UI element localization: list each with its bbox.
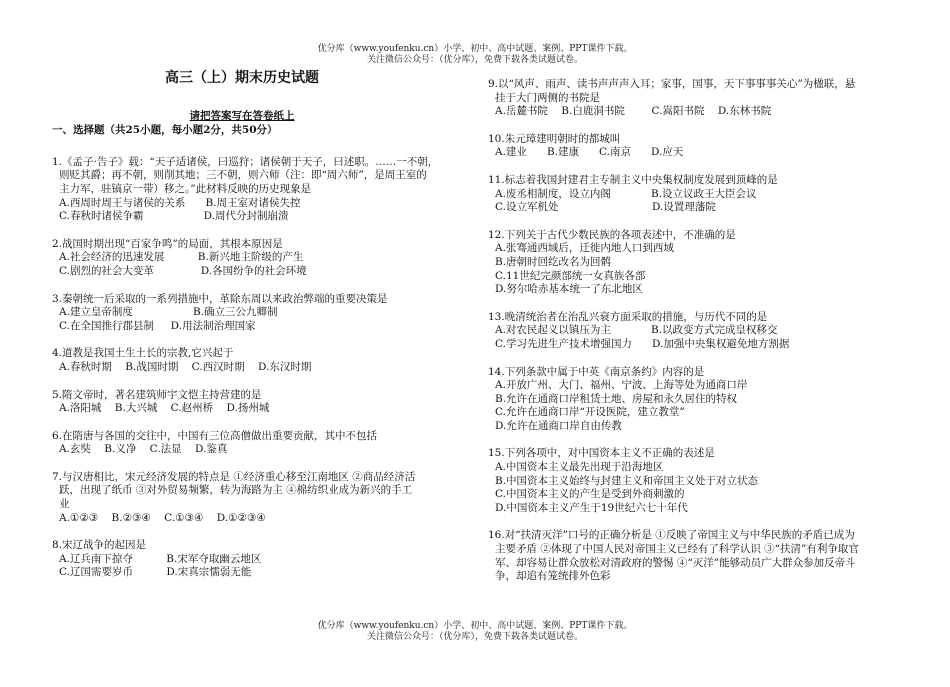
question-options-line: B.唐朝时回纥改名为回鹘 xyxy=(495,255,612,268)
question-stem-line: 挂于大门两侧的书院是 xyxy=(495,91,600,104)
header-line-2: 关注微信公众号：（优分库），免费下载各类试题试卷。 xyxy=(366,55,583,65)
question-stem-line: 5.隋文帝时，著名建筑师宇文恺主持营建的是 xyxy=(52,388,262,401)
question-stem-line: 2.战国时期出现“百家争鸣”的局面，其根本原因是 xyxy=(52,237,283,250)
question-options-line: A.岳麓书院 B.白鹿洞书院 C.嵩阳书院 D.东林书院 xyxy=(495,105,772,118)
question-item xyxy=(488,229,908,297)
question-options-line: C.11世纪完颜部统一女真族各部 xyxy=(495,269,646,282)
question-item xyxy=(488,133,908,160)
right-column xyxy=(488,78,908,598)
question-item xyxy=(52,347,472,374)
question-options-line: A.建业 B.建康 C.南京 D.应天 xyxy=(495,146,684,159)
question-options-line: C.剧烈的社会大变革 D.各国纷争的社会环境 xyxy=(59,264,307,277)
question-options-line: A.玄奘 B.义净 C.法显 D.鉴真 xyxy=(59,443,228,456)
question-item xyxy=(488,447,908,515)
question-options-line: B.允许在通商口岸租赁土地、房屋和永久居住的特权 xyxy=(495,392,738,405)
question-item xyxy=(52,293,472,334)
question-options-line: C.辽国需要岁币 D.宋真宗懦弱无能 xyxy=(59,566,252,579)
question-item xyxy=(488,366,908,434)
question-options-line: C.中国资本主义的产生是受到外商刺激的 xyxy=(495,488,685,501)
question-item xyxy=(488,529,908,583)
question-stem-line: 11.标志着我国封建君主专制主义中央集权制度发展到顶峰的是 xyxy=(488,173,778,186)
question-options-line: A.社会经济的迅速发展 B.新兴地主阶级的产生 xyxy=(59,251,304,264)
question-stem-line: 则贬其爵；再不朝，则削其地；三不朝，则六师（注：即“周六师”，是周王室的 xyxy=(59,169,427,182)
question-stem-line: 7.与汉唐相比，宋元经济发展的特点是 ①经济重心移至江南地区 ②商品经济活 xyxy=(52,470,416,483)
header-line-1: 优分库（www.youfenku.cn）小学、初中、高中试题、案例、PPT课件下载。 xyxy=(317,44,633,54)
question-options-line: C.春秋时诸侯争霸 D.周代分封制崩溃 xyxy=(59,210,289,223)
question-item xyxy=(52,238,472,279)
answer-sheet-note: 请把答案写在答卷纸上 xyxy=(189,109,295,122)
question-options-line: D.中国资本主义产生于19世纪六七十年代 xyxy=(495,501,688,514)
question-stem-line: 13.晚清统治者在治乱兴衰方面采取的措施，与历代不同的是 xyxy=(488,310,768,323)
question-options-line: A.张骞通西域后，迁徙内地人口到西域 xyxy=(495,242,674,255)
question-stem-line: 10.朱元璋建明朝时的都城叫 xyxy=(488,132,621,145)
question-item xyxy=(52,539,472,580)
question-stem-line: 9.以“风声、雨声、读书声声声入耳；家事，国事，天下事事事关心”为楹联，悬 xyxy=(488,78,856,90)
question-stem-line: 14.下列条款中属于中英《南京条约》内容的是 xyxy=(488,365,705,378)
question-stem-line: 16.对“扶清灭洋”口号的正确分析是 ①反映了帝国主义与中华民族的矛盾已成为 xyxy=(488,529,855,542)
section-heading: 一、选择题（共25小题，每小题2分，共50分） xyxy=(52,124,278,137)
left-column xyxy=(52,68,472,594)
question-options-line: D.努尔哈赤基本统一了东北地区 xyxy=(495,283,643,296)
question-options-line: C.学习先进生产技术增强国力 D.加强中央集权避免地方割据 xyxy=(495,337,790,350)
question-item xyxy=(488,311,908,352)
footer-line-2: 关注微信公众号：（优分库），免费下载各类试题试卷。 xyxy=(366,632,583,642)
question-stem-line: 6.在隋唐与各国的交往中，中国有三位高僧做出重要贡献，其中不包括 xyxy=(52,429,378,442)
question-stem-line: 15.下列各项中，对中国资本主义不正确的表述是 xyxy=(488,447,715,460)
question-options-line: A.开放广州、大门、福州、宁波、上海等处为通商口岸 xyxy=(495,379,748,392)
question-stem-line: 4.道教是我国土生土长的宗教,它兴起于 xyxy=(52,347,234,360)
question-stem-line: 争，却追有笼统排外色彩 xyxy=(495,570,611,583)
question-options-line: C.允许在通商口岸“开设医院，建立教堂” xyxy=(495,406,685,419)
question-options-line: A.春秋时期 B.战国时期 C.西汉时期 D.东汉时期 xyxy=(59,360,312,373)
question-item xyxy=(52,156,472,224)
question-options-line: C.在全国推行郡县制 D.用法制治理国家 xyxy=(59,319,256,332)
question-item xyxy=(52,430,472,457)
question-options-line: A.对农民起义以镇压为主 B.以政变方式完成皇权移交 xyxy=(495,324,778,337)
question-item xyxy=(52,471,472,525)
question-stem-line: 军、却容易让群众放松对清政府的警惕 ④“灭洋”能够动员广大群众参加反帝斗 xyxy=(495,556,856,569)
question-options-line: A.废丞相制度，设立内阁 B.设立议政王大臣会议 xyxy=(495,187,757,200)
question-stem-line: 业 xyxy=(59,498,70,511)
question-item xyxy=(488,174,908,215)
question-options-line: A.辽兵南下掠夺 B.宋军夺取幽云地区 xyxy=(59,552,262,565)
question-item xyxy=(488,78,908,119)
question-stem-line: 跃，出现了纸币 ③对外贸易频繁，转为海路为主 ④棉纺织业成为新兴的手工 xyxy=(59,484,413,497)
page-header xyxy=(0,44,950,66)
question-stem-line: 8.宋辽战争的起因是 xyxy=(52,539,147,552)
question-stem-line: 1.《孟子·告子》载：“天子适诸侯，曰巡狩；诸侯朝于天子，曰述职。……一不朝， xyxy=(52,155,439,168)
question-options-line: A.西周时周王与诸侯的关系 B.周王室对诸侯失控 xyxy=(59,196,301,209)
right-question-list xyxy=(488,78,908,584)
question-options-line: B.中国资本主义始终与封建主义和帝国主义处于对立状态 xyxy=(495,474,759,487)
question-stem-line: 3.秦朝统一后采取的一系列措施中，革除东周以来政治弊端的重要决策是 xyxy=(52,292,388,305)
question-item xyxy=(52,389,472,416)
question-stem-line: 12.下列关于古代少数民族的各项表述中，不准确的是 xyxy=(488,228,736,241)
question-options-line: C.设立军机处 D.设置理藩院 xyxy=(495,201,716,214)
question-stem-line: 主要矛盾 ②体现了中国人民对帝国主义已经有了科学认识 ③“扶清”有利争取官 xyxy=(495,543,859,556)
question-options-line: A.中国资本主义最先出现于沿海地区 xyxy=(495,461,664,474)
question-options-line: A.建立皇帝制度 B.确立三公九卿制 xyxy=(59,306,278,319)
question-stem-line: 主力军，驻镐京一带）移之。”此材料反映的历史现象是 xyxy=(59,182,312,195)
exam-title: 高三（上）期末历史试题 xyxy=(165,70,319,86)
footer-line-1: 优分库（www.youfenku.cn）小学、初中、高中试题、案例、PPT课件下载。 xyxy=(317,621,633,631)
question-options-line: A.①②③ B.②③④ C.①③④ D.①②③④ xyxy=(59,511,266,524)
page-footer xyxy=(0,621,950,643)
question-options-line: D.允许在通商口岸自由传教 xyxy=(495,419,622,432)
left-question-list xyxy=(52,156,472,580)
question-options-line: A.洛阳城 B.大兴城 C.赵州桥 D.扬州城 xyxy=(59,402,270,415)
